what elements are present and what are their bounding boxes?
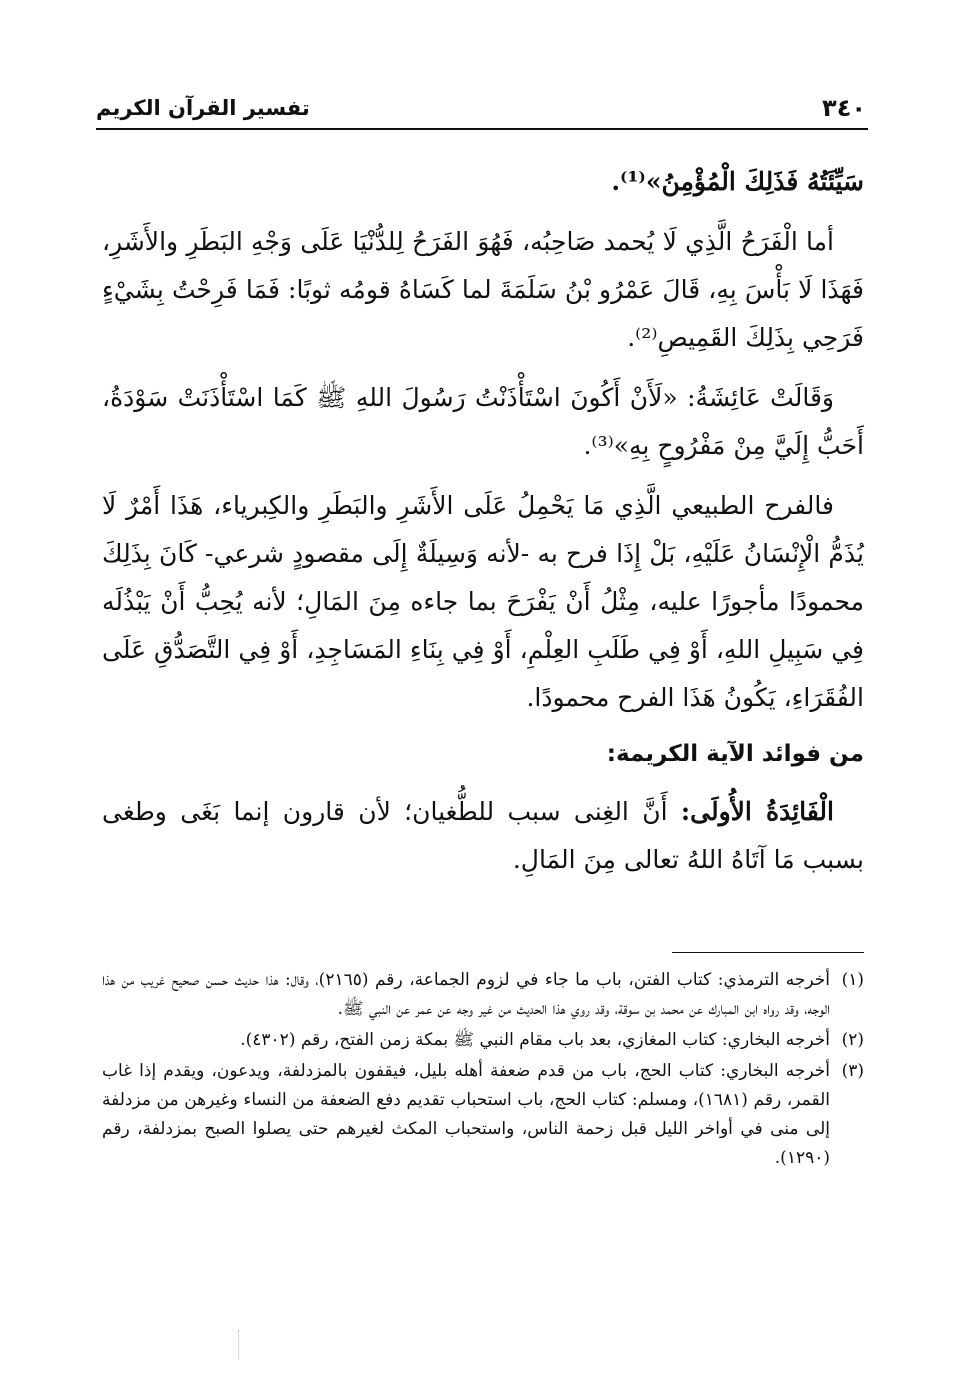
running-title: تفسير القرآن الكريم — [96, 96, 310, 120]
footnotes — [102, 966, 864, 1175]
paragraph-hadith-end: سَيِّئَتُهُ فَذَلِكَ الْمُؤْمِنُ»⁽¹⁾. — [611, 167, 864, 196]
paragraph-joy-worldly: أما الْفَرَحُ الَّذِي لَا يُحمد صَاحِبُه، فَهُوَ الفَرَحُ لِلدُّنْيَا عَلَى وَجْهِ البَطَرِ والأَشَرِ، فَهَذَا لَا بَأْسَ بِهِ، قَالَ عَمْرُو بْنُ سَلَمَةَ لما كَسَاهُ قومُه ثوبًا: فَمَا فَرِحْتُ بِشَيْءٍ فَرَحِي بِذَلِكَ القَمِيصِ⁽²⁾. — [102, 227, 864, 352]
footnote-text: أخرجه الترمذي: كتاب الفتن، باب ما جاء في لزوم الجماعة، رقم (٢١٦٥)، وقال: هذا حديث حسن صحيح غريب من هذا الوجه، وقد رواه ابن المبارك عن محمد بن سوقة، وقد روي هذا الحديث من غير وجه عن عمر عن النبي ﷺ. — [102, 970, 830, 1019]
footnote-text: أخرجه البخاري: كتاب الحج، باب من قدم ضعفة أهله بليل، فيقفون بالمزدلفة، ويدعون، ويقدم إذا غاب القمر، رقم (١٦٨١)، ومسلم: كتاب الحج، باب استحباب تقديم دفع الضعفة من النساء وغيرهن من مزدلفة إلى منى في أواخر الليل قبل زحمة الناس، واستحباب المكث لغيرهم حتى يصلوا الصبح بمزدلفة، رقم (١٢٩٠). — [102, 1061, 830, 1168]
footnote — [102, 1057, 864, 1173]
footnote — [102, 966, 864, 1024]
header-rule — [96, 128, 868, 130]
footnote-separator — [672, 952, 864, 953]
section-heading: من فوائد الآية الكريمة: — [606, 741, 864, 767]
page-header — [96, 92, 866, 128]
benefit-label: الْفَائِدَةُ الأُولَى: — [680, 797, 834, 826]
footnote-number: (٢) — [841, 1030, 864, 1050]
benefit-text: أَنَّ الغِنى سبب للطُّغيان؛ لأن قارون إنما بَغَى وطغى بسبب مَا آتَاهُ اللهُ تعالى مِنَ المَالِ. — [102, 797, 864, 874]
paragraph-aisha-quote: وَقَالَتْ عَائِشَةُ: «لَأَنْ أَكُونَ اسْتَأْذَنْتُ رَسُولَ اللهِ ﷺ كَمَا اسْتَأْذَنَتْ سَوْدَةُ، أَحَبُّ إِلَيَّ مِنْ مَفْرُوحٍ بِهِ»⁽³⁾. — [102, 383, 864, 460]
paragraph-natural-joy: فالفرح الطبيعي الَّذِي مَا يَحْمِلُ عَلَى الأَشَرِ والبَطَرِ والكِبرياء، هَذَا أَمْرٌ لَا يُذَمُّ الْإِنْسَانُ عَلَيْهِ، بَلْ إِذَا فرح به -لأنه وَسِيلَةٌ إِلَى مقصودٍ شرعي- كَانَ بِذَلِكَ محمودًا مأجورًا عليه، مِثْلُ أَنْ يَفْرَحَ بما جاءه مِنَ المَالِ؛ لأنه يُحِبُّ أَنْ يَبْذُلَه فِي سَبِيلِ اللهِ، أَوْ فِي طَلَبِ العِلْمِ، أَوْ فِي بِنَاءِ المَسَاجِدِ، أَوْ فِي التَّصَدُّقِ عَلَى الفُقَرَاءِ، يَكُونُ هَذَا الفرح محمودًا. — [102, 491, 864, 712]
paragraph-first-benefit — [102, 788, 864, 884]
footnote-number: (٣) — [841, 1061, 864, 1081]
footnote-text: أخرجه البخاري: كتاب المغازي، بعد باب مقام النبي ﷺ بمكة زمن الفتح، رقم (٤٣٠٢). — [240, 1030, 830, 1050]
main-text — [102, 158, 864, 896]
footnote-number: (١) — [841, 970, 864, 990]
page-number: ٣٤٠ — [822, 94, 866, 122]
scan-artifact — [238, 1330, 240, 1360]
footnote — [102, 1026, 864, 1055]
